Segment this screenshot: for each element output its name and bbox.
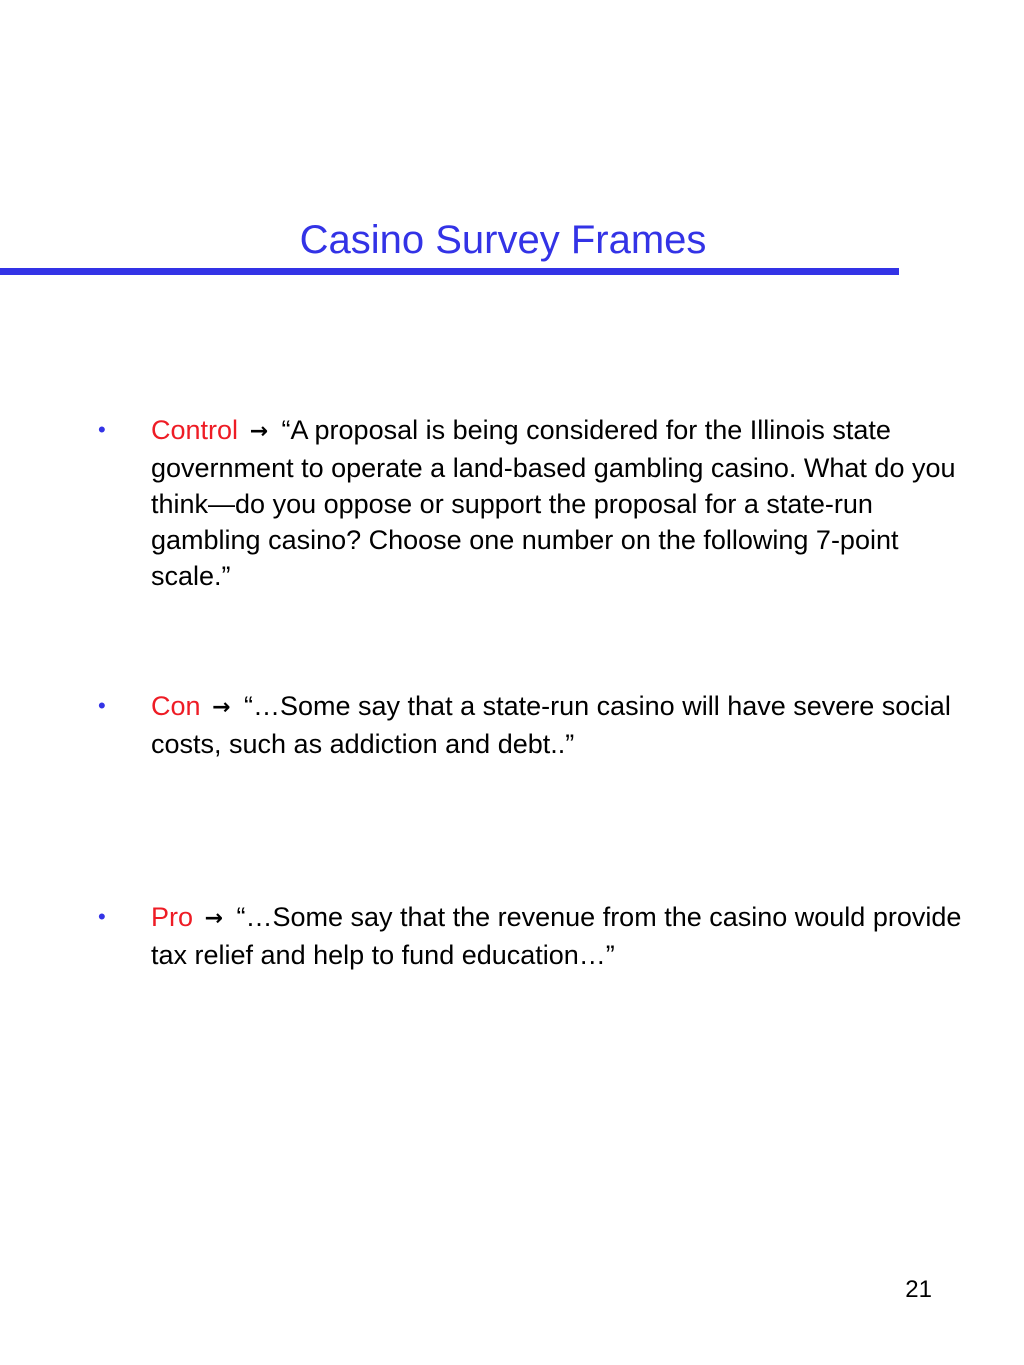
frame-text: “A proposal is being considered for the Illinois state government to operate a land-based gambling casino. What do you think—do you oppose or support the proposal for a state-run gambling casino? Choose one number on the following 7-point scale.”	[151, 415, 956, 591]
bullet-body	[151, 412, 971, 594]
frame-label: Pro	[151, 902, 194, 932]
bullet-marker: •	[98, 693, 106, 718]
frame-text: “…Some say that a state-run casino will have severe social costs, such as addiction and debt..”	[151, 691, 951, 759]
arrow-right-icon: →	[249, 419, 268, 444]
bullet-body	[151, 688, 971, 762]
bullet-body	[151, 899, 971, 973]
frame-label: Con	[151, 691, 201, 721]
arrow-right-icon: →	[212, 695, 231, 720]
bullet-marker: •	[98, 417, 106, 442]
page-number: 21	[905, 1276, 932, 1303]
arrow-right-icon: →	[204, 906, 223, 931]
frame-text: “…Some say that the revenue from the casino would provide tax relief and help to fund education…”	[151, 902, 962, 970]
bullet-marker: •	[98, 904, 106, 929]
title-underline	[0, 268, 899, 275]
frame-label: Control	[151, 415, 239, 445]
slide-title: Casino Survey Frames	[299, 218, 707, 262]
